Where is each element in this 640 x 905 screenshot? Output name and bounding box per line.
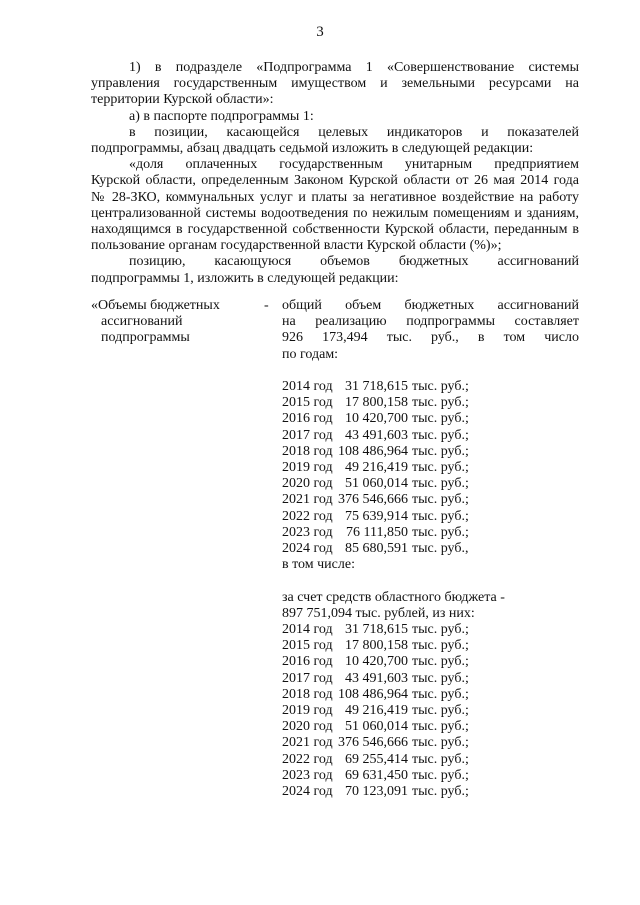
year-label: 2022 год: [282, 751, 333, 767]
year-amount: 85 680,591: [345, 541, 408, 557]
year-amount: 69 631,450: [345, 767, 408, 783]
position-name-line: подпрограммы: [101, 330, 190, 346]
year-unit: тыс. руб.;: [412, 686, 469, 702]
regional-budget-line: за счет средств областного бюджета -: [282, 589, 505, 605]
year-row: [282, 428, 579, 444]
year-amount: 76 111,850: [346, 524, 408, 540]
text-line: централизованной системы водоотведения по нежилым помещениям и зданиям,: [91, 205, 579, 221]
total-text-line: по годам:: [282, 346, 339, 362]
year-amount: 51 060,014: [345, 476, 408, 492]
position-name-line: «Объемы бюджетных: [91, 298, 220, 313]
page-number: 3: [316, 24, 324, 40]
year-row: [282, 525, 579, 541]
year-row: [282, 752, 579, 768]
year-label: 2015 год: [282, 395, 333, 411]
year-unit: тыс. руб.;: [412, 784, 469, 800]
total-text-line: общий объем бюджетных ассигнований: [282, 298, 579, 313]
year-row: [282, 460, 579, 476]
yearly-regional-list: [282, 622, 579, 800]
year-label: 2019 год: [282, 460, 333, 476]
year-label: 2023 год: [282, 524, 333, 540]
year-amount: 376 546,666: [338, 492, 408, 508]
blank-line: [282, 573, 579, 589]
dash-separator: -: [264, 298, 269, 313]
year-unit: тыс. руб.;: [412, 767, 469, 783]
year-row: [282, 509, 579, 525]
year-row: [282, 719, 579, 735]
year-row: [282, 444, 579, 460]
year-label: 2021 год: [282, 492, 333, 508]
year-unit: тыс. руб.;: [412, 427, 469, 443]
text-line: в позиции, касающейся целевых индикаторов и показателей: [129, 124, 579, 140]
text-line: 1) в подразделе «Подпрограмма 1 «Совершенствование системы: [129, 60, 579, 75]
text-line: «доля оплаченных государственным унитарным предприятием: [129, 157, 579, 173]
year-row: [282, 654, 579, 670]
year-amount: 43 491,603: [345, 427, 408, 443]
year-row: [282, 638, 579, 654]
year-row: [282, 492, 579, 508]
paragraph-budget-position: [91, 254, 579, 286]
year-row: [282, 687, 579, 703]
year-amount: 70 123,091: [345, 784, 408, 800]
year-label: 2018 год: [282, 443, 333, 459]
year-label: 2014 год: [282, 622, 333, 638]
year-row: [282, 395, 579, 411]
year-row: [282, 379, 579, 395]
year-label: 2016 год: [282, 411, 333, 427]
year-row: [282, 622, 579, 638]
text-line: позицию, касающуюся объемов бюджетных ассигнований: [129, 254, 579, 270]
year-label: 2024 год: [282, 541, 333, 557]
year-unit: тыс. руб.;: [412, 508, 469, 524]
year-unit: тыс. руб.;: [412, 476, 469, 492]
year-label: 2020 год: [282, 476, 333, 492]
year-unit: тыс. руб.;: [412, 751, 469, 767]
blank-line: [282, 363, 579, 379]
total-text-line: на реализацию подпрограммы составляет: [282, 314, 579, 330]
year-label: 2020 год: [282, 719, 333, 735]
year-amount: 43 491,603: [345, 670, 408, 686]
in-that-number-label: в том числе:: [282, 557, 355, 573]
year-unit: тыс. руб.;: [412, 703, 469, 719]
year-label: 2015 год: [282, 638, 333, 654]
year-unit: тыс. руб.;: [412, 670, 469, 686]
year-row: [282, 541, 579, 557]
year-unit: тыс. руб.,: [412, 541, 469, 557]
text-line: подпрограммы, абзац двадцать седьмой изложить в следующей редакции:: [91, 141, 534, 157]
year-row: [282, 671, 579, 687]
year-amount: 51 060,014: [345, 719, 408, 735]
year-unit: тыс. руб.;: [412, 622, 469, 638]
year-amount: 10 420,700: [345, 654, 408, 670]
year-unit: тыс. руб.;: [412, 460, 469, 476]
year-amount: 69 255,414: [345, 751, 408, 767]
year-label: 2023 год: [282, 767, 333, 783]
text-line: территории Курской области»:: [91, 92, 274, 108]
year-label: 2024 год: [282, 784, 333, 800]
year-amount: 376 546,666: [338, 735, 408, 751]
year-unit: тыс. руб.;: [412, 524, 469, 540]
position-name-column: [91, 298, 261, 347]
year-unit: тыс. руб.;: [412, 492, 469, 508]
regional-budget-line: 897 751,094 тыс. рублей, из них:: [282, 605, 475, 621]
position-value-column: [282, 298, 579, 800]
year-label: 2016 год: [282, 654, 333, 670]
paragraph-item-a: [91, 109, 579, 125]
paragraph-target-indicators: [91, 125, 579, 157]
year-row: [282, 784, 579, 800]
yearly-total-list: [282, 379, 579, 557]
year-label: 2014 год: [282, 379, 333, 394]
year-unit: тыс. руб.;: [412, 719, 469, 735]
year-unit: тыс. руб.;: [412, 638, 469, 654]
text-line: управления государственным имуществом и земельными ресурсами на: [91, 76, 579, 92]
year-amount: 10 420,700: [345, 411, 408, 427]
year-row: [282, 411, 579, 427]
body-text: [91, 60, 579, 287]
year-amount: 49 216,419: [345, 460, 408, 476]
year-unit: тыс. руб.;: [412, 395, 469, 411]
year-amount: 75 639,914: [345, 508, 408, 524]
text-line: № 28-ЗКО, коммунальных услуг и платы за негативное воздействие на работу: [91, 189, 579, 205]
year-row: [282, 735, 579, 751]
year-unit: тыс. руб.;: [412, 654, 469, 670]
year-amount: 17 800,158: [345, 638, 408, 654]
year-label: 2017 год: [282, 670, 333, 686]
year-amount: 108 486,964: [338, 443, 408, 459]
year-amount: 31 718,615: [345, 379, 408, 394]
text-line: Курской области, определенным Законом Курской области от 26 мая 2014 года: [91, 173, 579, 189]
year-amount: 108 486,964: [338, 686, 408, 702]
year-row: [282, 476, 579, 492]
text-line: а) в паспорте подпрограммы 1:: [129, 108, 314, 124]
text-line: находящимся в государственной собственности Курской области, переданным в: [91, 222, 579, 238]
paragraph-quote-share: [91, 157, 579, 254]
year-label: 2018 год: [282, 686, 333, 702]
position-name-line: ассигнований: [101, 314, 183, 330]
year-unit: тыс. руб.;: [412, 443, 469, 459]
year-label: 2022 год: [282, 508, 333, 524]
text-line: пользование органам государственной власти Курской области (%)»;: [91, 238, 502, 254]
year-label: 2019 год: [282, 703, 333, 719]
year-label: 2017 год: [282, 427, 333, 443]
year-row: [282, 703, 579, 719]
year-unit: тыс. руб.;: [412, 735, 469, 751]
paragraph-subsection-1: [91, 60, 579, 109]
year-amount: 49 216,419: [345, 703, 408, 719]
year-amount: 17 800,158: [345, 395, 408, 411]
year-unit: тыс. руб.;: [412, 411, 469, 427]
year-unit: тыс. руб.;: [412, 379, 469, 394]
year-amount: 31 718,615: [345, 622, 408, 638]
text-line: подпрограммы 1, изложить в следующей редакции:: [91, 270, 399, 286]
total-text-line: 926 173,494 тыс. руб., в том число: [282, 330, 579, 346]
year-row: [282, 768, 579, 784]
year-label: 2021 год: [282, 735, 333, 751]
